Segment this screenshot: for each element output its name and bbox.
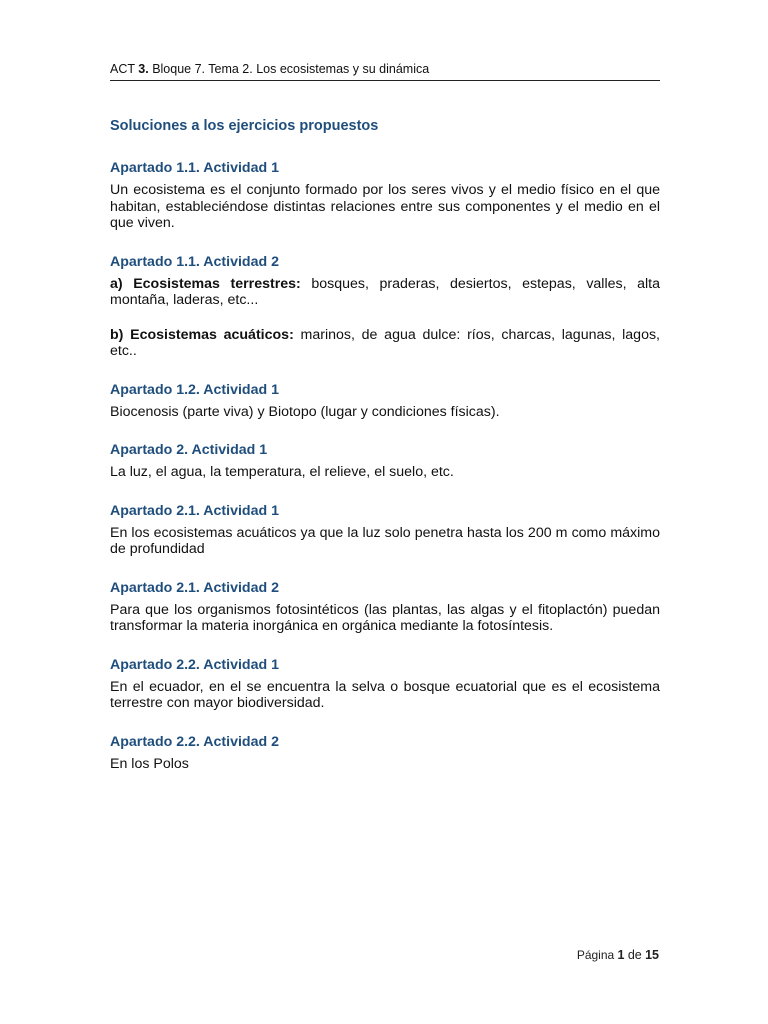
section-2-2-actividad-2 [110, 734, 660, 773]
section-text: Biocenosis (parte viva) y Biotopo (lugar y condiciones físicas). [110, 403, 500, 420]
answer-item-a [110, 276, 660, 309]
section-heading: Apartado 2.1. Actividad 2 [110, 579, 279, 596]
section-text: La luz, el agua, la temperatura, el relieve, el suelo, etc. [110, 464, 454, 480]
answer-text: marinos, de agua dulce: ríos, charcas, lagunas, lagos, etc.. [110, 326, 660, 359]
header-title: Bloque 7. Tema 2. Los ecosistemas y su dinámica [152, 62, 430, 76]
section-heading: Apartado 2.1. Actividad 1 [110, 502, 279, 519]
document-body [110, 118, 660, 794]
section-heading: Apartado 2. Actividad 1 [110, 442, 268, 458]
page-total: 15 [645, 948, 659, 962]
section-heading: Apartado 2.2. Actividad 1 [110, 656, 279, 673]
answer-label: a) Ecosistemas terrestres: [110, 275, 301, 292]
header-number: 3. [138, 62, 149, 76]
section-heading: Apartado 1.1. Actividad 1 [110, 160, 279, 176]
section-heading: Apartado 1.2. Actividad 1 [110, 381, 279, 398]
header-prefix: ACT [110, 62, 135, 76]
answer-text: bosques, praderas, desiertos, estepas, valles, alta montaña, laderas, etc... [110, 275, 660, 308]
section-1-2-actividad-1 [110, 382, 660, 421]
running-header [110, 62, 660, 81]
section-1-1-actividad-2 [110, 254, 660, 360]
section-text: En los Polos [110, 755, 189, 772]
section-1-1-actividad-1 [110, 160, 660, 232]
section-2-1-actividad-2 [110, 580, 660, 635]
section-2-actividad-1 [110, 442, 660, 481]
section-2-2-actividad-1 [110, 657, 660, 712]
page-of-label: de [627, 948, 642, 962]
section-text: En el ecuador, en el se encuentra la selva o bosque ecuatorial que es el ecosistema terrestre con mayor biodiversidad. [110, 678, 660, 711]
section-heading: Apartado 2.2. Actividad 2 [110, 733, 279, 750]
answer-label: b) Ecosistemas acuáticos: [110, 326, 294, 343]
answer-item-b [110, 327, 660, 360]
page-title: Soluciones a los ejercicios propuestos [110, 118, 379, 134]
page-footer [577, 948, 659, 962]
section-text: Un ecosistema es el conjunto formado por los seres vivos y el medio físico en el que habitan, estableciéndose distintas relaciones entre sus componentes y el medio en el que viven. [110, 182, 660, 231]
page-label: Página [576, 948, 615, 962]
section-text: Para que los organismos fotosintéticos (las plantas, las algas y el fitoplactón) puedan transformar la materia inorgánica en orgánica mediante la fotosíntesis. [110, 601, 660, 634]
page-number: 1 [617, 948, 625, 962]
section-heading: Apartado 1.1. Actividad 2 [110, 253, 279, 270]
section-2-1-actividad-1 [110, 503, 660, 558]
section-text: En los ecosistemas acuáticos ya que la luz solo penetra hasta los 200 m como máximo de profundidad [110, 524, 660, 557]
